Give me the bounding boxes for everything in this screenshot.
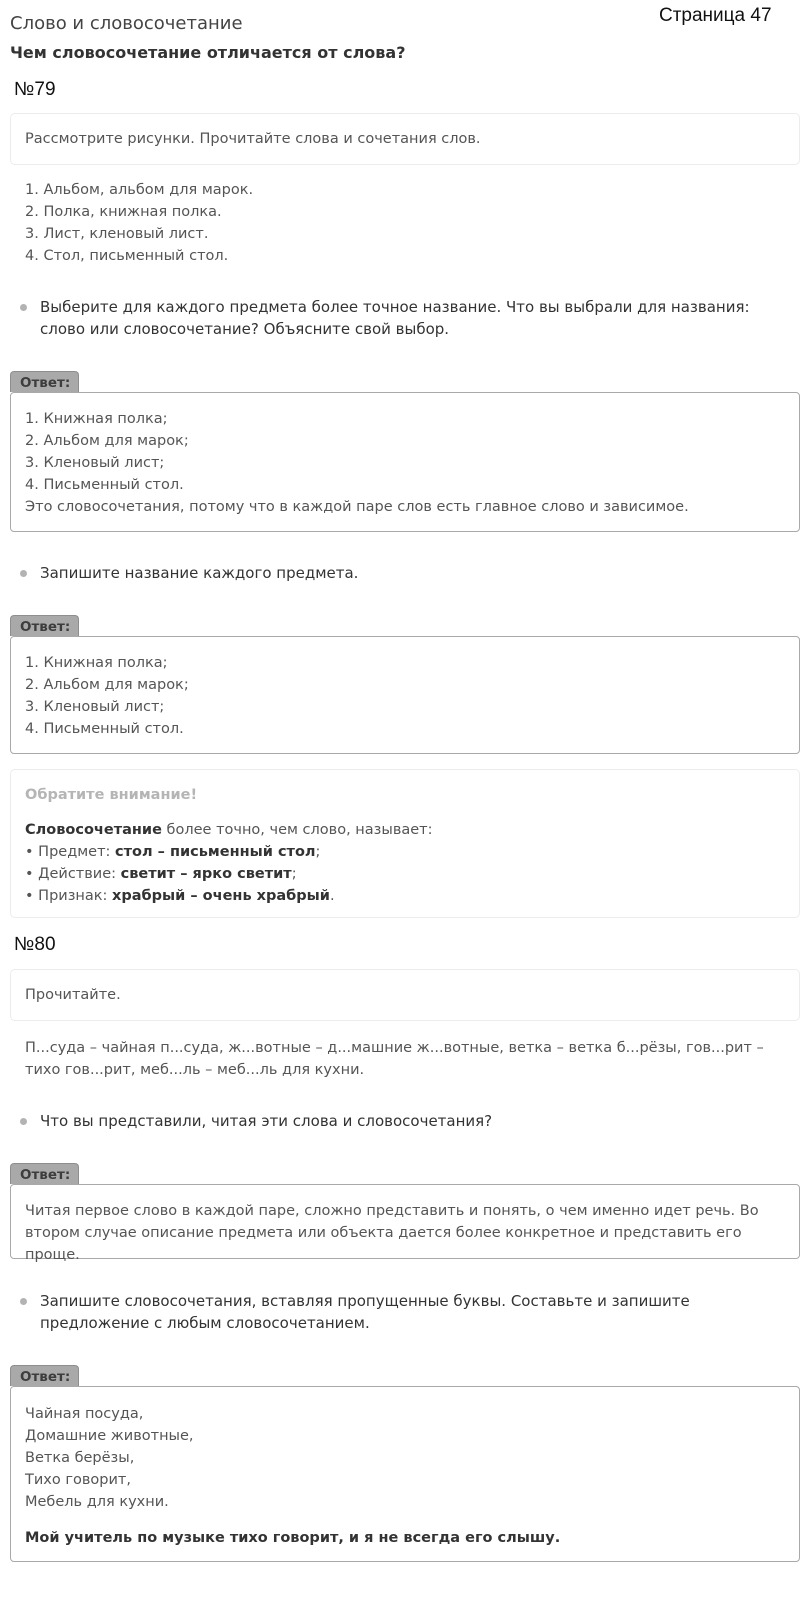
answer-line: Ветка берёзы, xyxy=(25,1450,135,1466)
exercise-80-question-1 xyxy=(20,1110,790,1132)
exercise-80-answer-1 xyxy=(10,1184,800,1263)
exercise-80-number: №80 xyxy=(14,934,56,955)
answer-line: 2. Альбом для марок; xyxy=(25,677,189,693)
exercise-80-task xyxy=(10,969,800,1021)
lesson-question: Чем словосочетание отличается от слова? xyxy=(10,43,406,62)
answer-line: 4. Письменный стол. xyxy=(25,477,184,493)
answer-line: Чайная посуда, xyxy=(25,1406,144,1422)
answer-line: 4. Письменный стол. xyxy=(25,721,184,737)
answer-line: 1. Книжная полка; xyxy=(25,411,168,427)
answer-line: 3. Кленовый лист; xyxy=(25,699,165,715)
question-text: Запишите словосочетания, вставляя пропущенные буквы. Составьте и запишите предложение с любым словосочетанием. xyxy=(40,1292,690,1332)
question-text: Запишите название каждого предмета. xyxy=(40,564,359,582)
task-text: Рассмотрите рисунки. Прочитайте слова и сочетания слов. xyxy=(25,131,481,147)
exercise-79-answer-2 xyxy=(10,636,800,754)
question-text: Что вы представили, читая эти слова и словосочетания? xyxy=(40,1112,493,1130)
bullet-icon xyxy=(20,1118,27,1125)
page-number: Страница 47 xyxy=(659,5,772,26)
exercise-80-answer-2 xyxy=(10,1386,800,1562)
answer-tab: Ответ: xyxy=(10,371,79,392)
exercise-80-question-2 xyxy=(20,1290,790,1334)
answer-tab: Ответ: xyxy=(10,1365,79,1386)
answer-line: 3. Кленовый лист; xyxy=(25,455,165,471)
answer-line: Мебель для кухни. xyxy=(25,1494,169,1510)
attention-note xyxy=(10,769,800,918)
exercise-80-text: П...суда – чайная п...суда, ж...вотные – д...машние ж...вотные, ветка – ветка б...рёзы, гов...рит – тихо гов...рит, меб...ль – меб...ль для кухни. xyxy=(25,1040,764,1078)
note-intro: Словосочетание более точно, чем слово, называет: xyxy=(25,822,433,838)
exercise-79-task xyxy=(10,113,800,165)
topic-title: Слово и словосочетание xyxy=(10,13,243,34)
exercise-79-number: №79 xyxy=(14,79,56,100)
list-item: 2. Полка, книжная полка. xyxy=(25,204,222,220)
answer-tab: Ответ: xyxy=(10,1163,79,1184)
note-row: • Предмет: стол – письменный стол; xyxy=(25,844,321,860)
answer-sentence: Мой учитель по музыке тихо говорит, и я не всегда его слышу. xyxy=(25,1530,561,1546)
task-text: Прочитайте. xyxy=(25,987,121,1003)
list-item: 4. Стол, письменный стол. xyxy=(25,248,229,264)
note-row: • Признак: храбрый – очень храбрый. xyxy=(25,888,335,904)
question-text: Выберите для каждого предмета более точное название. Что вы выбрали для названия: слово или словосочетание? Объясните свой выбор. xyxy=(40,298,750,338)
note-title: Обратите внимание! xyxy=(25,787,198,803)
exercise-79-question-1 xyxy=(20,296,790,340)
list-item: 3. Лист, кленовый лист. xyxy=(25,226,209,242)
bullet-icon xyxy=(20,304,27,311)
answer-tab: Ответ: xyxy=(10,615,79,636)
note-row: • Действие: светит – ярко светит; xyxy=(25,866,297,882)
answer-line: Тихо говорит, xyxy=(25,1472,131,1488)
answer-line: 1. Книжная полка; xyxy=(25,655,168,671)
answer-line: Это словосочетания, потому что в каждой паре слов есть главное слово и зависимое. xyxy=(25,499,689,515)
answer-line: 2. Альбом для марок; xyxy=(25,433,189,449)
answer-line: Домашние животные, xyxy=(25,1428,194,1444)
answer-text: Читая первое слово в каждой паре, сложно представить и понять, о чем именно идет речь. Во втором случае описание предмета или объекта дается более конкретное и представить его проще. xyxy=(25,1203,759,1263)
bullet-icon xyxy=(20,1298,27,1305)
exercise-79-answer-1 xyxy=(10,392,800,532)
list-item: 1. Альбом, альбом для марок. xyxy=(25,182,254,198)
bullet-icon xyxy=(20,570,27,577)
exercise-79-items xyxy=(25,179,795,267)
exercise-79-question-2 xyxy=(20,562,790,584)
